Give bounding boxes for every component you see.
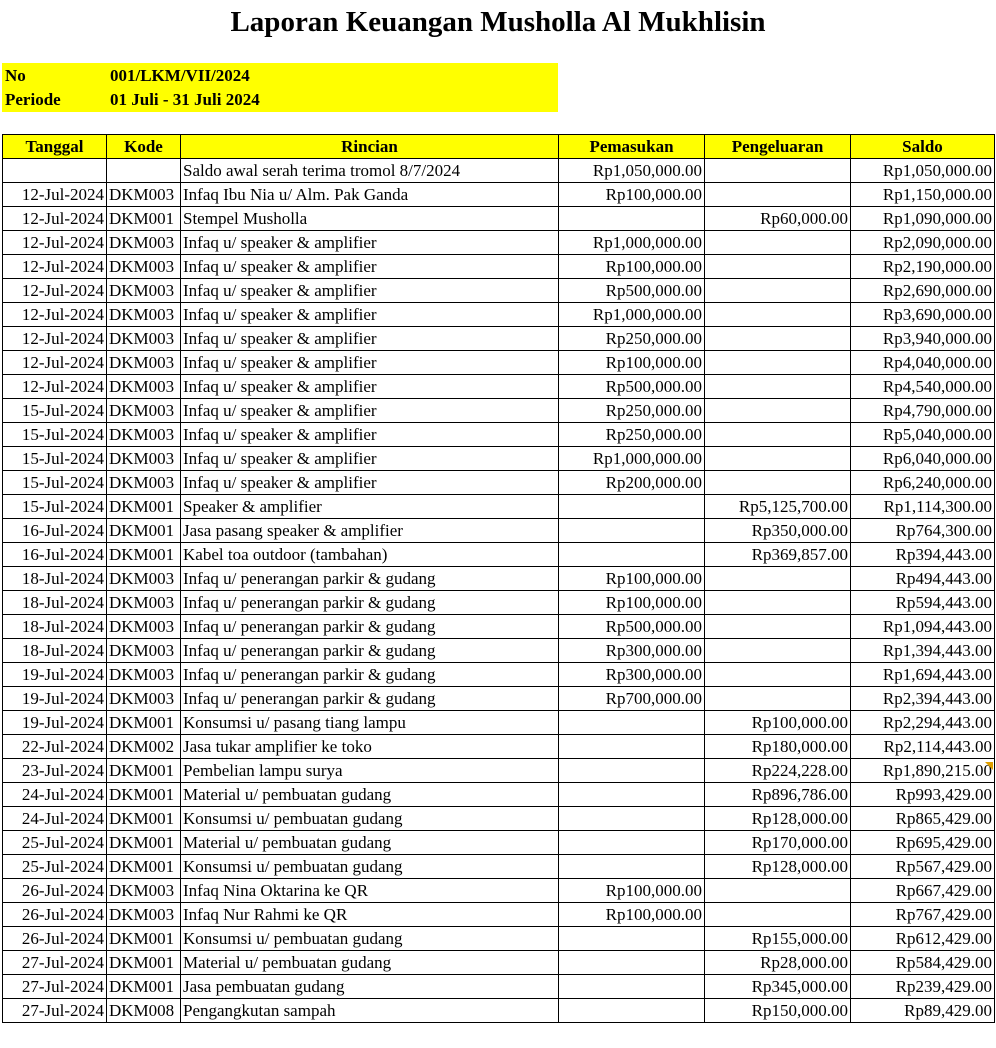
cell-pengeluaran: Rp28,000.00 <box>705 951 851 975</box>
cell-pengeluaran <box>705 423 851 447</box>
cell-pengeluaran: Rp60,000.00 <box>705 207 851 231</box>
cell-saldo: Rp767,429.00 <box>851 903 995 927</box>
cell-saldo: Rp2,114,443.00 <box>851 735 995 759</box>
cell-pengeluaran: Rp170,000.00 <box>705 831 851 855</box>
cell-saldo: Rp89,429.00 <box>851 999 995 1023</box>
cell-rincian: Material u/ pembuatan gudang <box>181 951 559 975</box>
cell-tanggal: 27-Jul-2024 <box>3 999 107 1023</box>
cell-pemasukan: Rp300,000.00 <box>559 639 705 663</box>
cell-tanggal: 12-Jul-2024 <box>3 327 107 351</box>
table-row <box>3 375 995 399</box>
cell-pemasukan <box>559 807 705 831</box>
cell-pengeluaran: Rp180,000.00 <box>705 735 851 759</box>
cell-saldo: Rp494,443.00 <box>851 567 995 591</box>
cell-rincian: Infaq u/ penerangan parkir & gudang <box>181 591 559 615</box>
cell-pengeluaran <box>705 687 851 711</box>
cell-saldo: Rp2,294,443.00 <box>851 711 995 735</box>
cell-saldo: Rp4,790,000.00 <box>851 399 995 423</box>
cell-pemasukan <box>559 783 705 807</box>
table-row <box>3 159 995 183</box>
cell-kode: DKM001 <box>107 831 181 855</box>
cell-saldo: Rp567,429.00 <box>851 855 995 879</box>
table-row <box>3 687 995 711</box>
cell-kode: DKM001 <box>107 807 181 831</box>
cell-pengeluaran <box>705 447 851 471</box>
cell-kode: DKM001 <box>107 783 181 807</box>
cell-saldo: Rp1,050,000.00 <box>851 159 995 183</box>
table-row <box>3 855 995 879</box>
cell-tanggal: 25-Jul-2024 <box>3 855 107 879</box>
cell-pengeluaran: Rp128,000.00 <box>705 807 851 831</box>
cell-pengeluaran: Rp150,000.00 <box>705 999 851 1023</box>
cell-tanggal: 19-Jul-2024 <box>3 687 107 711</box>
cell-rincian: Infaq u/ speaker & amplifier <box>181 255 559 279</box>
cell-pengeluaran: Rp224,228.00 <box>705 759 851 783</box>
cell-rincian: Stempel Musholla <box>181 207 559 231</box>
cell-kode: DKM003 <box>107 303 181 327</box>
cell-rincian: Konsumsi u/ pasang tiang lampu <box>181 711 559 735</box>
cell-tanggal: 18-Jul-2024 <box>3 615 107 639</box>
cell-rincian: Material u/ pembuatan gudang <box>181 783 559 807</box>
cell-tanggal: 19-Jul-2024 <box>3 711 107 735</box>
cell-tanggal: 18-Jul-2024 <box>3 591 107 615</box>
cell-pemasukan: Rp100,000.00 <box>559 351 705 375</box>
cell-pengeluaran <box>705 663 851 687</box>
cell-kode: DKM003 <box>107 231 181 255</box>
cell-rincian: Infaq u/ speaker & amplifier <box>181 423 559 447</box>
cell-pengeluaran <box>705 399 851 423</box>
meta-period-value: 01 Juli - 31 Juli 2024 <box>110 90 260 109</box>
cell-tanggal <box>3 159 107 183</box>
table-row <box>3 975 995 999</box>
cell-kode: DKM001 <box>107 495 181 519</box>
table-row <box>3 327 995 351</box>
cell-kode <box>107 159 181 183</box>
cell-rincian: Infaq u/ penerangan parkir & gudang <box>181 567 559 591</box>
report-meta-block <box>2 63 558 112</box>
cell-saldo: Rp1,394,443.00 <box>851 639 995 663</box>
cell-tanggal: 15-Jul-2024 <box>3 471 107 495</box>
cell-kode: DKM001 <box>107 207 181 231</box>
cell-tanggal: 24-Jul-2024 <box>3 807 107 831</box>
cell-tanggal: 24-Jul-2024 <box>3 783 107 807</box>
table-row <box>3 807 995 831</box>
cell-pemasukan: Rp1,000,000.00 <box>559 303 705 327</box>
cell-rincian: Infaq Nur Rahmi ke QR <box>181 903 559 927</box>
cell-pengeluaran: Rp155,000.00 <box>705 927 851 951</box>
cell-pengeluaran <box>705 591 851 615</box>
cell-kode: DKM003 <box>107 471 181 495</box>
cell-rincian: Infaq u/ speaker & amplifier <box>181 471 559 495</box>
table-row <box>3 519 995 543</box>
cell-rincian: Infaq u/ penerangan parkir & gudang <box>181 615 559 639</box>
cell-tanggal: 12-Jul-2024 <box>3 183 107 207</box>
cell-saldo: Rp1,890,215.00 <box>851 759 995 783</box>
cell-saldo: Rp3,940,000.00 <box>851 327 995 351</box>
header-pemasukan: Pemasukan <box>559 135 705 159</box>
table-row <box>3 879 995 903</box>
cell-saldo: Rp1,090,000.00 <box>851 207 995 231</box>
header-pengeluaran: Pengeluaran <box>705 135 851 159</box>
table-row <box>3 495 995 519</box>
cell-kode: DKM003 <box>107 567 181 591</box>
cell-kode: DKM003 <box>107 423 181 447</box>
cell-pemasukan: Rp500,000.00 <box>559 615 705 639</box>
cell-saldo: Rp2,090,000.00 <box>851 231 995 255</box>
cell-tanggal: 12-Jul-2024 <box>3 279 107 303</box>
cell-tanggal: 15-Jul-2024 <box>3 423 107 447</box>
cell-saldo: Rp865,429.00 <box>851 807 995 831</box>
cell-rincian: Konsumsi u/ pembuatan gudang <box>181 807 559 831</box>
report-title: Laporan Keuangan Musholla Al Mukhlisin <box>230 6 766 38</box>
cell-tanggal: 12-Jul-2024 <box>3 207 107 231</box>
cell-rincian: Pembelian lampu surya <box>181 759 559 783</box>
header-saldo: Saldo <box>851 135 995 159</box>
table-row <box>3 231 995 255</box>
cell-pemasukan <box>559 999 705 1023</box>
cell-pemasukan: Rp100,000.00 <box>559 879 705 903</box>
cell-rincian: Infaq u/ speaker & amplifier <box>181 375 559 399</box>
ledger-table <box>2 134 995 1023</box>
table-row <box>3 447 995 471</box>
header-rincian: Rincian <box>181 135 559 159</box>
cell-rincian: Infaq u/ speaker & amplifier <box>181 303 559 327</box>
cell-rincian: Infaq u/ speaker & amplifier <box>181 279 559 303</box>
cell-kode: DKM002 <box>107 735 181 759</box>
cell-tanggal: 12-Jul-2024 <box>3 351 107 375</box>
cell-pengeluaran <box>705 375 851 399</box>
cell-saldo: Rp667,429.00 <box>851 879 995 903</box>
cell-tanggal: 12-Jul-2024 <box>3 375 107 399</box>
cell-kode: DKM003 <box>107 399 181 423</box>
table-row <box>3 999 995 1023</box>
cell-kode: DKM001 <box>107 951 181 975</box>
cell-tanggal: 15-Jul-2024 <box>3 495 107 519</box>
cell-pemasukan <box>559 927 705 951</box>
cell-rincian: Konsumsi u/ pembuatan gudang <box>181 927 559 951</box>
cell-pemasukan <box>559 735 705 759</box>
cell-tanggal: 16-Jul-2024 <box>3 519 107 543</box>
table-row <box>3 543 995 567</box>
cell-pengeluaran <box>705 567 851 591</box>
cell-pemasukan <box>559 759 705 783</box>
cell-saldo: Rp394,443.00 <box>851 543 995 567</box>
table-row <box>3 735 995 759</box>
table-row <box>3 903 995 927</box>
table-row <box>3 183 995 207</box>
table-row <box>3 639 995 663</box>
table-row <box>3 591 995 615</box>
cell-pemasukan: Rp500,000.00 <box>559 279 705 303</box>
cell-kode: DKM003 <box>107 663 181 687</box>
cell-kode: DKM001 <box>107 519 181 543</box>
cell-rincian: Speaker & amplifier <box>181 495 559 519</box>
table-row <box>3 951 995 975</box>
cell-tanggal: 18-Jul-2024 <box>3 567 107 591</box>
table-row <box>3 471 995 495</box>
cell-rincian: Infaq Ibu Nia u/ Alm. Pak Ganda <box>181 183 559 207</box>
cell-saldo: Rp3,690,000.00 <box>851 303 995 327</box>
cell-pengeluaran: Rp369,857.00 <box>705 543 851 567</box>
cell-kode: DKM003 <box>107 183 181 207</box>
cell-pengeluaran <box>705 255 851 279</box>
cell-tanggal: 18-Jul-2024 <box>3 639 107 663</box>
cell-rincian: Jasa pasang speaker & amplifier <box>181 519 559 543</box>
cell-pengeluaran <box>705 471 851 495</box>
cell-tanggal: 26-Jul-2024 <box>3 903 107 927</box>
table-row <box>3 567 995 591</box>
cell-tanggal: 25-Jul-2024 <box>3 831 107 855</box>
cell-kode: DKM003 <box>107 615 181 639</box>
cell-saldo: Rp4,540,000.00 <box>851 375 995 399</box>
cell-rincian: Pengangkutan sampah <box>181 999 559 1023</box>
cell-rincian: Kabel toa outdoor (tambahan) <box>181 543 559 567</box>
meta-number-value: 001/LKM/VII/2024 <box>110 66 250 85</box>
cell-pemasukan: Rp100,000.00 <box>559 183 705 207</box>
cell-saldo: Rp2,394,443.00 <box>851 687 995 711</box>
cell-pengeluaran: Rp128,000.00 <box>705 855 851 879</box>
cell-pemasukan: Rp250,000.00 <box>559 327 705 351</box>
cell-pemasukan: Rp500,000.00 <box>559 375 705 399</box>
cell-kode: DKM001 <box>107 927 181 951</box>
cell-pemasukan <box>559 951 705 975</box>
cell-tanggal: 16-Jul-2024 <box>3 543 107 567</box>
cell-tanggal: 12-Jul-2024 <box>3 255 107 279</box>
cell-kode: DKM008 <box>107 999 181 1023</box>
cell-pemasukan: Rp300,000.00 <box>559 663 705 687</box>
cell-tanggal: 26-Jul-2024 <box>3 927 107 951</box>
cell-pengeluaran: Rp100,000.00 <box>705 711 851 735</box>
cell-kode: DKM003 <box>107 279 181 303</box>
cell-tanggal: 12-Jul-2024 <box>3 231 107 255</box>
cell-pemasukan: Rp250,000.00 <box>559 399 705 423</box>
cell-tanggal: 12-Jul-2024 <box>3 303 107 327</box>
meta-number-label: No <box>5 66 26 85</box>
cell-pemasukan: Rp250,000.00 <box>559 423 705 447</box>
cell-pemasukan: Rp100,000.00 <box>559 903 705 927</box>
cell-comment-marker <box>985 762 993 770</box>
table-row <box>3 663 995 687</box>
cell-kode: DKM001 <box>107 759 181 783</box>
cell-pemasukan: Rp100,000.00 <box>559 255 705 279</box>
cell-pengeluaran <box>705 879 851 903</box>
cell-pemasukan <box>559 519 705 543</box>
cell-saldo: Rp1,094,443.00 <box>851 615 995 639</box>
cell-kode: DKM003 <box>107 327 181 351</box>
cell-rincian: Infaq u/ speaker & amplifier <box>181 351 559 375</box>
cell-saldo: Rp584,429.00 <box>851 951 995 975</box>
cell-pengeluaran: Rp345,000.00 <box>705 975 851 999</box>
cell-saldo: Rp764,300.00 <box>851 519 995 543</box>
cell-kode: DKM003 <box>107 687 181 711</box>
table-row <box>3 831 995 855</box>
cell-pemasukan <box>559 975 705 999</box>
cell-saldo: Rp1,150,000.00 <box>851 183 995 207</box>
cell-pemasukan: Rp200,000.00 <box>559 471 705 495</box>
cell-rincian: Material u/ pembuatan gudang <box>181 831 559 855</box>
header-tanggal: Tanggal <box>3 135 107 159</box>
cell-pemasukan <box>559 855 705 879</box>
cell-kode: DKM003 <box>107 879 181 903</box>
cell-tanggal: 26-Jul-2024 <box>3 879 107 903</box>
ledger-body <box>3 159 995 1023</box>
header-kode: Kode <box>107 135 181 159</box>
cell-pengeluaran <box>705 639 851 663</box>
cell-pengeluaran <box>705 231 851 255</box>
cell-saldo: Rp2,690,000.00 <box>851 279 995 303</box>
table-row <box>3 399 995 423</box>
cell-kode: DKM003 <box>107 255 181 279</box>
cell-pengeluaran <box>705 615 851 639</box>
cell-saldo: Rp594,443.00 <box>851 591 995 615</box>
cell-tanggal: 27-Jul-2024 <box>3 951 107 975</box>
table-row <box>3 423 995 447</box>
cell-kode: DKM003 <box>107 375 181 399</box>
cell-saldo: Rp6,240,000.00 <box>851 471 995 495</box>
table-row <box>3 615 995 639</box>
cell-kode: DKM001 <box>107 543 181 567</box>
table-row <box>3 711 995 735</box>
cell-pemasukan: Rp1,000,000.00 <box>559 447 705 471</box>
table-row <box>3 255 995 279</box>
cell-pengeluaran <box>705 303 851 327</box>
table-row <box>3 303 995 327</box>
cell-kode: DKM003 <box>107 447 181 471</box>
cell-rincian: Konsumsi u/ pembuatan gudang <box>181 855 559 879</box>
table-row <box>3 783 995 807</box>
cell-tanggal: 23-Jul-2024 <box>3 759 107 783</box>
cell-pengeluaran <box>705 183 851 207</box>
cell-kode: DKM001 <box>107 975 181 999</box>
cell-pemasukan <box>559 207 705 231</box>
cell-pemasukan <box>559 831 705 855</box>
table-row <box>3 351 995 375</box>
cell-pemasukan: Rp1,050,000.00 <box>559 159 705 183</box>
cell-rincian: Infaq u/ speaker & amplifier <box>181 447 559 471</box>
cell-rincian: Jasa pembuatan gudang <box>181 975 559 999</box>
cell-rincian: Infaq Nina Oktarina ke QR <box>181 879 559 903</box>
cell-rincian: Infaq u/ speaker & amplifier <box>181 231 559 255</box>
cell-pengeluaran: Rp896,786.00 <box>705 783 851 807</box>
cell-kode: DKM003 <box>107 351 181 375</box>
cell-rincian: Infaq u/ speaker & amplifier <box>181 399 559 423</box>
cell-saldo: Rp6,040,000.00 <box>851 447 995 471</box>
ledger-header-row <box>3 135 995 159</box>
cell-pemasukan: Rp1,000,000.00 <box>559 231 705 255</box>
cell-pemasukan: Rp700,000.00 <box>559 687 705 711</box>
cell-pengeluaran: Rp350,000.00 <box>705 519 851 543</box>
cell-kode: DKM003 <box>107 903 181 927</box>
cell-saldo: Rp5,040,000.00 <box>851 423 995 447</box>
cell-rincian: Infaq u/ penerangan parkir & gudang <box>181 639 559 663</box>
cell-saldo: Rp1,114,300.00 <box>851 495 995 519</box>
cell-saldo: Rp239,429.00 <box>851 975 995 999</box>
cell-pemasukan: Rp100,000.00 <box>559 591 705 615</box>
cell-pengeluaran: Rp5,125,700.00 <box>705 495 851 519</box>
cell-pengeluaran <box>705 279 851 303</box>
table-row <box>3 759 995 783</box>
cell-saldo: Rp4,040,000.00 <box>851 351 995 375</box>
cell-pemasukan <box>559 543 705 567</box>
cell-kode: DKM001 <box>107 711 181 735</box>
cell-kode: DKM001 <box>107 855 181 879</box>
cell-tanggal: 27-Jul-2024 <box>3 975 107 999</box>
cell-saldo: Rp695,429.00 <box>851 831 995 855</box>
table-row <box>3 927 995 951</box>
cell-pengeluaran <box>705 327 851 351</box>
cell-pemasukan <box>559 495 705 519</box>
cell-tanggal: 22-Jul-2024 <box>3 735 107 759</box>
cell-rincian: Saldo awal serah terima tromol 8/7/2024 <box>181 159 559 183</box>
cell-tanggal: 19-Jul-2024 <box>3 663 107 687</box>
cell-pengeluaran <box>705 159 851 183</box>
meta-period-label: Periode <box>5 90 61 109</box>
cell-kode: DKM003 <box>107 639 181 663</box>
cell-rincian: Infaq u/ penerangan parkir & gudang <box>181 687 559 711</box>
cell-saldo: Rp612,429.00 <box>851 927 995 951</box>
cell-pemasukan <box>559 711 705 735</box>
cell-rincian: Infaq u/ penerangan parkir & gudang <box>181 663 559 687</box>
cell-pengeluaran <box>705 903 851 927</box>
cell-kode: DKM003 <box>107 591 181 615</box>
table-row <box>3 279 995 303</box>
cell-tanggal: 15-Jul-2024 <box>3 399 107 423</box>
cell-saldo: Rp1,694,443.00 <box>851 663 995 687</box>
cell-pemasukan: Rp100,000.00 <box>559 567 705 591</box>
cell-pengeluaran <box>705 351 851 375</box>
table-row <box>3 207 995 231</box>
cell-rincian: Jasa tukar amplifier ke toko <box>181 735 559 759</box>
cell-saldo: Rp993,429.00 <box>851 783 995 807</box>
cell-rincian: Infaq u/ speaker & amplifier <box>181 327 559 351</box>
cell-tanggal: 15-Jul-2024 <box>3 447 107 471</box>
cell-saldo: Rp2,190,000.00 <box>851 255 995 279</box>
